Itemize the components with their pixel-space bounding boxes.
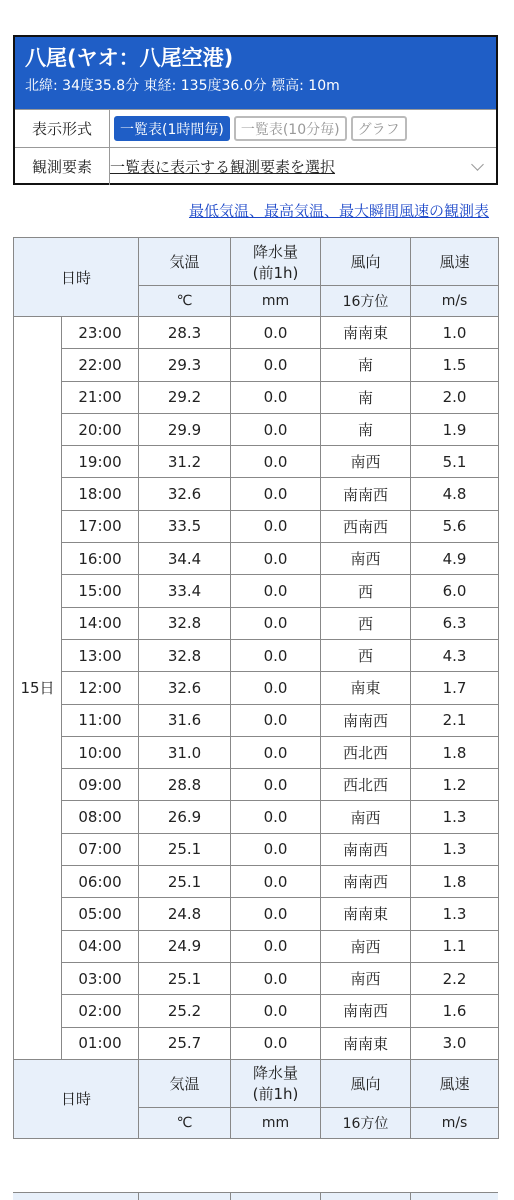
cell-speed: 1.0 (411, 317, 499, 349)
chevron-down-icon (471, 158, 484, 171)
cell-time: 04:00 (62, 930, 139, 962)
cell-speed: 1.7 (411, 672, 499, 704)
format-button-2[interactable]: グラフ (351, 116, 407, 141)
cell-speed: 6.3 (411, 607, 499, 639)
table-row (14, 478, 499, 510)
cell-dir: 南南東 (321, 1027, 411, 1059)
cell-time: 05:00 (62, 898, 139, 930)
cell-dir: 南西 (321, 446, 411, 478)
footer-unit-wind-speed: m/s (411, 1107, 499, 1138)
cell-time: 11:00 (62, 704, 139, 736)
cell-precip: 0.0 (231, 543, 321, 575)
cell-dir: 西北西 (321, 769, 411, 801)
display-format-buttons (110, 110, 496, 147)
observation-element-label: 観測要素 (15, 148, 110, 185)
cell-temp: 32.6 (139, 478, 231, 510)
header-precip (231, 238, 321, 286)
cell-time: 21:00 (62, 381, 139, 413)
header-wind-speed: 風速 (411, 238, 499, 286)
cell-dir: 南 (321, 349, 411, 381)
table-row (14, 575, 499, 607)
cell-time: 22:00 (62, 349, 139, 381)
table-row (14, 769, 499, 801)
cell-precip: 0.0 (231, 672, 321, 704)
cell-temp: 28.8 (139, 769, 231, 801)
station-header (15, 37, 496, 109)
cell-time: 18:00 (62, 478, 139, 510)
format-button-1[interactable]: 一覧表(10分毎) (234, 116, 347, 141)
table-row (14, 736, 499, 768)
cell-dir: 南南西 (321, 866, 411, 898)
cell-speed: 4.8 (411, 478, 499, 510)
cell-temp: 32.8 (139, 639, 231, 671)
cell-speed: 1.9 (411, 413, 499, 445)
cell-dir: 南南東 (321, 898, 411, 930)
footer-unit-wind-dir: 16方位 (321, 1107, 411, 1138)
header-precip-sub: (前1h) (252, 263, 299, 282)
cell-speed: 1.5 (411, 349, 499, 381)
cell-dir: 南西 (321, 543, 411, 575)
cell-time: 12:00 (62, 672, 139, 704)
cell-time: 17:00 (62, 510, 139, 542)
cell-speed: 5.6 (411, 510, 499, 542)
cell-dir: 南 (321, 413, 411, 445)
cell-temp: 31.6 (139, 704, 231, 736)
cell-precip: 0.0 (231, 962, 321, 994)
cell-time: 10:00 (62, 736, 139, 768)
header-precip-label: 降水量 (253, 242, 299, 261)
footer-wind-speed: 風速 (411, 1059, 499, 1107)
cell-dir: 南南西 (321, 833, 411, 865)
table-row (14, 930, 499, 962)
unit-wind-speed: m/s (411, 286, 499, 317)
cell-time: 02:00 (62, 995, 139, 1027)
cell-dir: 南西 (321, 962, 411, 994)
cell-precip: 0.0 (231, 898, 321, 930)
cell-time: 09:00 (62, 769, 139, 801)
cell-precip: 0.0 (231, 1027, 321, 1059)
station-title: 八尾(ヤオ：八尾空港) (25, 46, 234, 70)
table-row (14, 833, 499, 865)
header-wind-dir: 風向 (321, 238, 411, 286)
cell-temp: 29.2 (139, 381, 231, 413)
table-row (14, 801, 499, 833)
cell-temp: 25.1 (139, 833, 231, 865)
cell-speed: 1.6 (411, 995, 499, 1027)
station-coordinates: 北緯: 34度35.8分 東経: 135度36.0分 標高: 10m (25, 78, 340, 94)
cell-speed: 2.0 (411, 381, 499, 413)
cell-time: 23:00 (62, 317, 139, 349)
footer-precip-sub: (前1h) (252, 1085, 299, 1104)
cell-temp: 32.8 (139, 607, 231, 639)
cell-time: 19:00 (62, 446, 139, 478)
cell-precip: 0.0 (231, 317, 321, 349)
cell-temp: 25.1 (139, 962, 231, 994)
cell-speed: 1.3 (411, 801, 499, 833)
cell-dir: 南南西 (321, 995, 411, 1027)
cell-speed: 1.8 (411, 736, 499, 768)
cell-temp: 32.6 (139, 672, 231, 704)
format-button-0[interactable]: 一覧表(1時間毎) (114, 116, 230, 141)
footer-precip-label: 降水量 (253, 1064, 299, 1083)
cell-dir: 西北西 (321, 736, 411, 768)
cell-speed: 1.1 (411, 930, 499, 962)
table-row (14, 317, 499, 349)
table-row (14, 995, 499, 1027)
cell-precip: 0.0 (231, 995, 321, 1027)
cell-speed: 4.3 (411, 639, 499, 671)
table-row (14, 704, 499, 736)
display-format-row (15, 109, 496, 147)
footer-wind-dir: 風向 (321, 1059, 411, 1107)
cell-temp: 26.9 (139, 801, 231, 833)
cell-precip: 0.0 (231, 736, 321, 768)
footer-datetime: 日時 (14, 1059, 139, 1138)
observation-table (13, 237, 499, 1139)
table-row (14, 543, 499, 575)
cell-dir: 南 (321, 381, 411, 413)
table-row (14, 1027, 499, 1059)
cell-temp: 31.0 (139, 736, 231, 768)
cell-precip: 0.0 (231, 704, 321, 736)
table-row (14, 639, 499, 671)
table-row (14, 381, 499, 413)
cell-dir: 西 (321, 607, 411, 639)
cell-time: 06:00 (62, 866, 139, 898)
table-body (14, 317, 499, 1060)
cell-dir: 南西 (321, 930, 411, 962)
table-row (14, 349, 499, 381)
footer-precip (231, 1059, 321, 1107)
cell-temp: 25.2 (139, 995, 231, 1027)
cell-dir: 南南西 (321, 704, 411, 736)
cell-precip: 0.0 (231, 639, 321, 671)
footer-unit-precip: mm (231, 1107, 321, 1138)
cell-time: 16:00 (62, 543, 139, 575)
cell-temp: 33.4 (139, 575, 231, 607)
header-datetime: 日時 (14, 238, 139, 317)
cell-precip: 0.0 (231, 510, 321, 542)
cell-speed: 3.0 (411, 1027, 499, 1059)
cell-dir: 南南東 (321, 317, 411, 349)
cell-speed: 1.3 (411, 833, 499, 865)
cell-time: 08:00 (62, 801, 139, 833)
cell-temp: 33.5 (139, 510, 231, 542)
cell-time: 13:00 (62, 639, 139, 671)
cell-speed: 2.2 (411, 962, 499, 994)
footer-temp: 気温 (139, 1059, 231, 1107)
day-cell: 15日 (14, 317, 62, 1060)
cell-temp: 29.9 (139, 413, 231, 445)
table-row (14, 607, 499, 639)
cell-precip: 0.0 (231, 381, 321, 413)
cell-precip: 0.0 (231, 801, 321, 833)
header-temp: 気温 (139, 238, 231, 286)
cell-dir: 西南西 (321, 510, 411, 542)
min-max-table-link[interactable]: 最低気温、最高気温、最大瞬間風速の観測表 (188, 202, 489, 220)
cell-precip: 0.0 (231, 607, 321, 639)
unit-precip: mm (231, 286, 321, 317)
cell-precip: 0.0 (231, 769, 321, 801)
table-row (14, 510, 499, 542)
cell-precip: 0.0 (231, 930, 321, 962)
table-header-row (14, 238, 499, 286)
cell-temp: 24.8 (139, 898, 231, 930)
cell-time: 03:00 (62, 962, 139, 994)
cell-dir: 南西 (321, 801, 411, 833)
station-panel (13, 35, 498, 185)
observation-element-select[interactable] (110, 148, 496, 185)
cell-time: 20:00 (62, 413, 139, 445)
cell-time: 14:00 (62, 607, 139, 639)
table-row (14, 962, 499, 994)
cell-temp: 25.7 (139, 1027, 231, 1059)
cell-time: 07:00 (62, 833, 139, 865)
cell-dir: 南東 (321, 672, 411, 704)
cell-precip: 0.0 (231, 478, 321, 510)
cell-speed: 5.1 (411, 446, 499, 478)
cell-speed: 2.1 (411, 704, 499, 736)
cell-speed: 1.8 (411, 866, 499, 898)
table-row (14, 898, 499, 930)
cell-dir: 南南西 (321, 478, 411, 510)
table-row (14, 446, 499, 478)
cell-speed: 1.3 (411, 898, 499, 930)
cell-precip: 0.0 (231, 349, 321, 381)
cell-speed: 4.9 (411, 543, 499, 575)
cell-speed: 6.0 (411, 575, 499, 607)
observation-element-select-text: 一覧表に表示する観測要素を選択 (110, 158, 336, 176)
table-row (14, 413, 499, 445)
unit-temp: ℃ (139, 286, 231, 317)
cell-temp: 24.9 (139, 930, 231, 962)
cell-dir: 西 (321, 639, 411, 671)
cell-temp: 34.4 (139, 543, 231, 575)
cell-precip: 0.0 (231, 866, 321, 898)
cell-precip: 0.0 (231, 833, 321, 865)
display-format-label: 表示形式 (15, 110, 110, 147)
cell-precip: 0.0 (231, 575, 321, 607)
cell-speed: 1.2 (411, 769, 499, 801)
table-row (14, 866, 499, 898)
cell-temp: 28.3 (139, 317, 231, 349)
cell-dir: 西 (321, 575, 411, 607)
cell-precip: 0.0 (231, 446, 321, 478)
cell-precip: 0.0 (231, 413, 321, 445)
unit-wind-dir: 16方位 (321, 286, 411, 317)
table-footer-header-row (14, 1059, 499, 1107)
observation-element-row (15, 147, 496, 185)
cell-temp: 25.1 (139, 866, 231, 898)
table-row (14, 672, 499, 704)
cell-temp: 31.2 (139, 446, 231, 478)
cell-time: 01:00 (62, 1027, 139, 1059)
cell-temp: 29.3 (139, 349, 231, 381)
footer-unit-temp: ℃ (139, 1107, 231, 1138)
cell-time: 15:00 (62, 575, 139, 607)
